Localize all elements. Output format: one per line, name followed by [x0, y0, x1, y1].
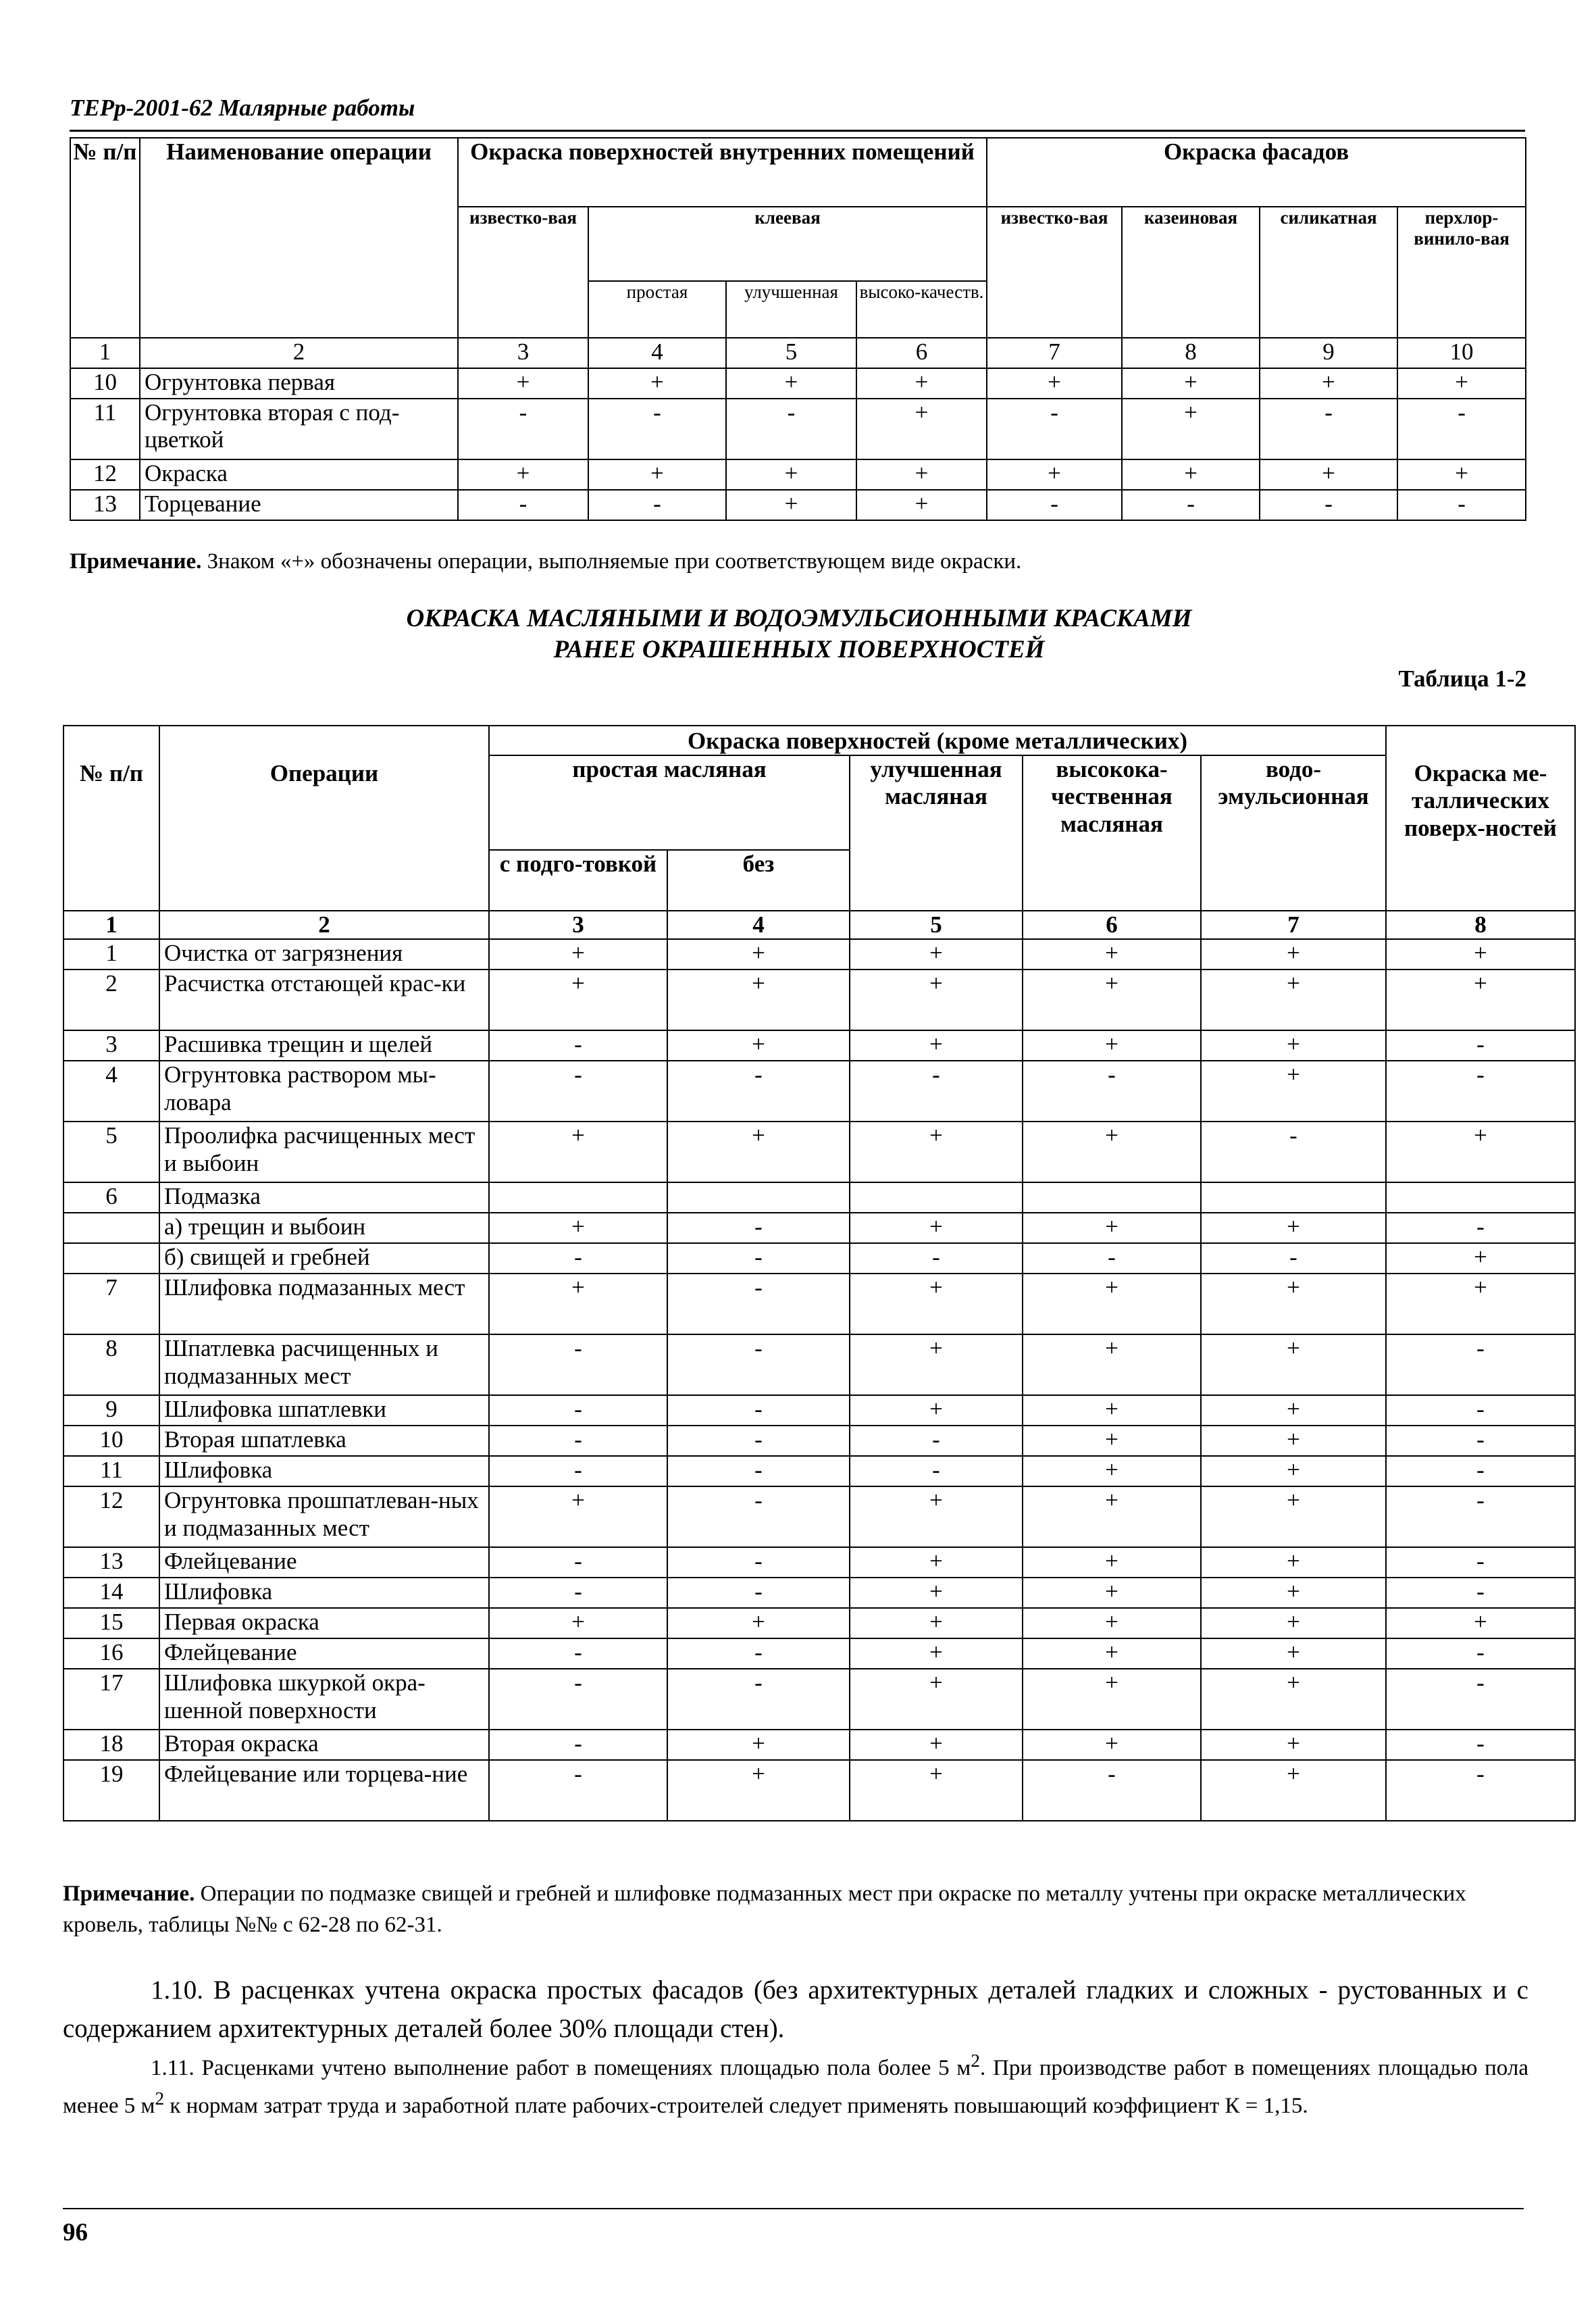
row-number: 9	[63, 1395, 159, 1426]
mark-cell: -	[1023, 1061, 1201, 1122]
mark-cell: -	[850, 1243, 1023, 1274]
paragraph-text: к нормам затрат труда и заработной плате рабочих-строителей следует применять повышающий коэффициент К = 1,15.	[164, 2093, 1308, 2118]
column-number: 10	[1397, 338, 1526, 368]
col-header-improved-oil: улучшенная масляная	[850, 755, 1023, 911]
mark-cell: -	[1260, 399, 1397, 459]
row-number: 13	[63, 1547, 159, 1578]
mark-cell: -	[489, 1030, 667, 1061]
mark-cell: -	[1386, 1456, 1575, 1486]
table-row	[63, 1608, 1575, 1638]
table-row	[63, 1061, 1575, 1122]
row-number: 15	[63, 1608, 159, 1638]
col-header-simple-oil: простая масляная	[489, 755, 850, 850]
table-row	[63, 1456, 1575, 1486]
table-row	[63, 939, 1575, 970]
mark-cell	[850, 1182, 1023, 1213]
mark-cell: +	[458, 368, 588, 399]
mark-cell: -	[489, 1669, 667, 1730]
mark-cell: +	[1023, 1578, 1201, 1608]
mark-cell: -	[1397, 399, 1526, 459]
col-header-without-prep: без	[667, 850, 850, 911]
mark-cell: -	[1386, 1395, 1575, 1426]
paragraph-text: 1.11. Расценками учтено выполнение работ в помещениях площадью пола более 5 м	[151, 2056, 971, 2080]
section-title	[70, 603, 1528, 666]
mark-cell: +	[850, 1213, 1023, 1243]
col-header-num: № п/п	[63, 726, 159, 911]
col-header-improved: улучшенная	[726, 281, 856, 338]
mark-cell: +	[667, 1730, 850, 1760]
mark-cell: +	[489, 1213, 667, 1243]
table-row	[63, 970, 1575, 1030]
column-number: 1	[63, 911, 159, 939]
table-row	[63, 1334, 1575, 1395]
column-number: 8	[1122, 338, 1260, 368]
mark-cell: -	[489, 1638, 667, 1669]
table-row	[63, 1426, 1575, 1456]
mark-cell: +	[667, 1030, 850, 1061]
row-number	[63, 1213, 159, 1243]
operation-name: Огрунтовка прошпатлеван-ных и подмазанных мест	[159, 1486, 489, 1547]
mark-cell: -	[667, 1061, 850, 1122]
mark-cell: +	[1023, 1547, 1201, 1578]
operation-name: Вторая шпатлевка	[159, 1426, 489, 1456]
row-number: 11	[63, 1456, 159, 1486]
mark-cell: +	[1023, 1395, 1201, 1426]
mark-cell: -	[850, 1061, 1023, 1122]
row-number: 8	[63, 1334, 159, 1395]
operation-name: Шлифовка шпатлевки	[159, 1395, 489, 1426]
operations-table-2	[63, 725, 1576, 1821]
group-header-internal: Окраска поверхностей внутренних помещений	[458, 138, 987, 207]
mark-cell: -	[1386, 1486, 1575, 1547]
mark-cell: -	[1386, 1334, 1575, 1395]
table-row	[63, 1182, 1575, 1213]
mark-cell: +	[850, 939, 1023, 970]
note-text: Операции по подмазке свищей и гребней и шлифовке подмазанных мест при окраске по металлу учтены при окраске металлических кровель, таблицы №№ с 62-28 по 62-31.	[63, 1882, 1466, 1938]
mark-cell: +	[726, 368, 856, 399]
col-header-num: № п/п	[70, 138, 140, 338]
row-number: 17	[63, 1669, 159, 1730]
mark-cell: +	[850, 1760, 1023, 1821]
row-number: 16	[63, 1638, 159, 1669]
mark-cell: -	[850, 1456, 1023, 1486]
mark-cell: +	[1201, 1578, 1386, 1608]
operation-name: Подмазка	[159, 1182, 489, 1213]
mark-cell: +	[850, 970, 1023, 1030]
mark-cell: -	[1201, 1243, 1386, 1274]
mark-cell: +	[667, 970, 850, 1030]
mark-cell: +	[1023, 1426, 1201, 1456]
mark-cell: +	[850, 1669, 1023, 1730]
header-divider	[70, 130, 1525, 132]
column-number: 8	[1386, 911, 1575, 939]
note-text: Знаком «+» обозначены операции, выполняемые при соответствующем виде окраски.	[201, 549, 1022, 574]
operation-name: Шлифовка подмазанных мест	[159, 1274, 489, 1334]
mark-cell	[1386, 1182, 1575, 1213]
mark-cell: +	[1023, 1456, 1201, 1486]
note-label: Примечание.	[70, 549, 202, 574]
mark-cell: +	[1386, 970, 1575, 1030]
mark-cell: +	[850, 1030, 1023, 1061]
mark-cell: -	[726, 399, 856, 459]
mark-cell: +	[1201, 1395, 1386, 1426]
mark-cell: +	[489, 1608, 667, 1638]
row-number: 11	[70, 399, 140, 459]
operation-name: Флейцевание или торцева-ние	[159, 1760, 489, 1821]
mark-cell: -	[588, 490, 726, 520]
mark-cell: +	[1122, 399, 1260, 459]
mark-cell: +	[1260, 459, 1397, 490]
table-2-label: Таблица 1-2	[1398, 665, 1526, 692]
mark-cell: +	[489, 970, 667, 1030]
operation-name: Очистка от загрязнения	[159, 939, 489, 970]
col-header-perchlor: перхлор-винило-вая	[1397, 207, 1526, 338]
mark-cell: +	[856, 399, 987, 459]
operation-name: Шлифовка	[159, 1456, 489, 1486]
mark-cell: +	[1201, 1456, 1386, 1486]
column-number: 5	[726, 338, 856, 368]
table-row	[63, 1578, 1575, 1608]
mark-cell: -	[489, 1760, 667, 1821]
mark-cell: +	[1122, 368, 1260, 399]
mark-cell: -	[489, 1456, 667, 1486]
mark-cell: +	[489, 1122, 667, 1182]
col-header-water-emulsion: водо-эмульсионная	[1201, 755, 1386, 911]
mark-cell: +	[1397, 368, 1526, 399]
operation-name: Первая окраска	[159, 1608, 489, 1638]
operation-name: Шлифовка	[159, 1578, 489, 1608]
mark-cell: +	[726, 459, 856, 490]
mark-cell: -	[1386, 1547, 1575, 1578]
mark-cell: +	[667, 1760, 850, 1821]
column-number: 4	[588, 338, 726, 368]
table-row	[63, 1730, 1575, 1760]
table-row	[63, 1274, 1575, 1334]
column-number: 3	[489, 911, 667, 939]
operation-name: Флейцевание	[159, 1547, 489, 1578]
table-row	[63, 1638, 1575, 1669]
row-number: 12	[63, 1486, 159, 1547]
col-header-high-quality-oil: высокока-чественная масляная	[1023, 755, 1201, 911]
mark-cell: -	[489, 1578, 667, 1608]
row-number: 1	[63, 939, 159, 970]
mark-cell: -	[489, 1547, 667, 1578]
operations-table-1	[70, 137, 1526, 521]
superscript: 2	[971, 2050, 981, 2071]
mark-cell: +	[1201, 1547, 1386, 1578]
row-number: 7	[63, 1274, 159, 1334]
operation-name: б) свищей и гребней	[159, 1243, 489, 1274]
mark-cell: +	[667, 939, 850, 970]
mark-cell: +	[1023, 1274, 1201, 1334]
col-header-glue: клеевая	[588, 207, 987, 281]
mark-cell: +	[667, 1608, 850, 1638]
mark-cell: -	[1023, 1760, 1201, 1821]
table-2-note	[63, 1878, 1528, 1940]
col-header-facade-lime: известко-вая	[987, 207, 1122, 338]
mark-cell: -	[489, 1061, 667, 1122]
operation-name: Торцевание	[140, 490, 458, 520]
document-header: ТЕРр-2001-62 Малярные работы	[70, 95, 415, 121]
table-row	[63, 1547, 1575, 1578]
mark-cell: +	[850, 1638, 1023, 1669]
mark-cell: +	[1201, 1030, 1386, 1061]
mark-cell: +	[1122, 459, 1260, 490]
column-number: 2	[140, 338, 458, 368]
mark-cell: -	[850, 1426, 1023, 1456]
mark-cell: +	[489, 1274, 667, 1334]
column-number: 6	[856, 338, 987, 368]
mark-cell: -	[489, 1334, 667, 1395]
operation-name: Расшивка трещин и щелей	[159, 1030, 489, 1061]
table-row	[70, 459, 1526, 490]
table-1-note	[70, 546, 1528, 577]
table-row	[63, 1243, 1575, 1274]
mark-cell: -	[1023, 1243, 1201, 1274]
mark-cell: +	[1386, 939, 1575, 970]
mark-cell: -	[1386, 1730, 1575, 1760]
table-row	[63, 1213, 1575, 1243]
row-number: 19	[63, 1760, 159, 1821]
mark-cell: -	[1386, 1061, 1575, 1122]
mark-cell: -	[1386, 1426, 1575, 1456]
col-header-metal: Окраска ме-таллических поверх-ностей	[1386, 726, 1575, 911]
column-number: 7	[1201, 911, 1386, 939]
operation-name: Шлифовка шкуркой окра-шенной поверхности	[159, 1669, 489, 1730]
mark-cell	[1201, 1182, 1386, 1213]
mark-cell: -	[489, 1730, 667, 1760]
mark-cell: +	[850, 1395, 1023, 1426]
operation-name: Огрунтовка первая	[140, 368, 458, 399]
table-row	[70, 399, 1526, 459]
mark-cell: +	[1023, 1638, 1201, 1669]
mark-cell: -	[667, 1547, 850, 1578]
note-label: Примечание.	[63, 1882, 195, 1906]
mark-cell: +	[1201, 1061, 1386, 1122]
column-number: 1	[70, 338, 140, 368]
mark-cell: +	[1201, 1213, 1386, 1243]
mark-cell: +	[1023, 1486, 1201, 1547]
column-number: 3	[458, 338, 588, 368]
mark-cell: -	[1386, 1760, 1575, 1821]
mark-cell: -	[667, 1426, 850, 1456]
mark-cell: +	[1023, 1030, 1201, 1061]
col-header-high-quality: высоко-качеств.	[856, 281, 987, 338]
mark-cell	[1023, 1182, 1201, 1213]
mark-cell: +	[489, 939, 667, 970]
mark-cell: -	[1386, 1213, 1575, 1243]
mark-cell: +	[850, 1608, 1023, 1638]
mark-cell: +	[850, 1334, 1023, 1395]
row-number: 13	[70, 490, 140, 520]
mark-cell: -	[1386, 1638, 1575, 1669]
paragraph-text: . При производстве работ в помещениях площадью пола менее 5 м	[63, 2056, 1528, 2118]
mark-cell: +	[726, 490, 856, 520]
table-row	[70, 368, 1526, 399]
mark-cell: +	[1023, 1122, 1201, 1182]
mark-cell: -	[667, 1669, 850, 1730]
mark-cell: +	[1201, 1760, 1386, 1821]
row-number: 14	[63, 1578, 159, 1608]
row-number: 10	[63, 1426, 159, 1456]
operation-name: а) трещин и выбоин	[159, 1213, 489, 1243]
mark-cell: -	[667, 1456, 850, 1486]
mark-cell: -	[1260, 490, 1397, 520]
row-number: 5	[63, 1122, 159, 1182]
mark-cell: +	[1260, 368, 1397, 399]
mark-cell: +	[850, 1274, 1023, 1334]
mark-cell: -	[667, 1638, 850, 1669]
mark-cell: +	[1386, 1608, 1575, 1638]
mark-cell: +	[1201, 939, 1386, 970]
col-header-with-prep: с подго-товкой	[489, 850, 667, 911]
row-number: 18	[63, 1730, 159, 1760]
operation-name: Шпатлевка расчищенных и подмазанных мест	[159, 1334, 489, 1395]
mark-cell: -	[1397, 490, 1526, 520]
mark-cell: +	[856, 490, 987, 520]
mark-cell: +	[667, 1122, 850, 1182]
paragraph-1-10: 1.10. В расценках учтена окраска простых фасадов (без архитектурных деталей гладких и сложных - рустованных и с содержанием архитектурных деталей более 30% площади стен).	[63, 1976, 1528, 2043]
col-header-casein: казеиновая	[1122, 207, 1260, 338]
mark-cell: +	[588, 368, 726, 399]
mark-cell: +	[1201, 1486, 1386, 1547]
mark-cell: -	[667, 1334, 850, 1395]
column-number: 7	[987, 338, 1122, 368]
mark-cell: +	[1201, 970, 1386, 1030]
mark-cell: +	[458, 459, 588, 490]
mark-cell: +	[1201, 1334, 1386, 1395]
operation-name: Окраска	[140, 459, 458, 490]
col-header-silicate: силикатная	[1260, 207, 1397, 338]
table-row	[70, 490, 1526, 520]
operation-name: Флейцевание	[159, 1638, 489, 1669]
mark-cell: -	[667, 1243, 850, 1274]
mark-cell: +	[1386, 1243, 1575, 1274]
mark-cell: -	[489, 1243, 667, 1274]
mark-cell: +	[1397, 459, 1526, 490]
row-number: 3	[63, 1030, 159, 1061]
section-title-line-2: РАНЕЕ ОКРАШЕННЫХ ПОВЕРХНОСТЕЙ	[553, 636, 1045, 664]
mark-cell	[489, 1182, 667, 1213]
mark-cell: +	[856, 459, 987, 490]
mark-cell: +	[1023, 1669, 1201, 1730]
paragraph-1-11	[63, 2047, 1528, 2123]
mark-cell: +	[489, 1486, 667, 1547]
operation-name: Огрунтовка раствором мы-ловара	[159, 1061, 489, 1122]
row-number: 2	[63, 970, 159, 1030]
table-row	[63, 1395, 1575, 1426]
row-number: 10	[70, 368, 140, 399]
mark-cell: +	[1023, 1213, 1201, 1243]
mark-cell	[667, 1182, 850, 1213]
mark-cell: +	[850, 1122, 1023, 1182]
col-header-operation: Наименование операции	[140, 138, 458, 338]
operation-name: Вторая окраска	[159, 1730, 489, 1760]
mark-cell: -	[1386, 1578, 1575, 1608]
mark-cell: -	[667, 1486, 850, 1547]
row-number: 12	[70, 459, 140, 490]
table-row	[63, 1486, 1575, 1547]
col-header-lime: известко-вая	[458, 207, 588, 338]
operation-name: Огрунтовка вторая с под-цветкой	[140, 399, 458, 459]
operation-name: Проолифка расчищенных мест и выбоин	[159, 1122, 489, 1182]
mark-cell: +	[850, 1547, 1023, 1578]
col-header-operations: Операции	[159, 726, 489, 911]
section-title-line-1: ОКРАСКА МАСЛЯНЫМИ И ВОДОЭМУЛЬСИОННЫМИ КРАСКАМИ	[406, 605, 1192, 632]
mark-cell: +	[850, 1578, 1023, 1608]
mark-cell: -	[588, 399, 726, 459]
mark-cell: +	[987, 459, 1122, 490]
mark-cell: +	[1201, 1669, 1386, 1730]
mark-cell: +	[1201, 1608, 1386, 1638]
mark-cell: -	[458, 490, 588, 520]
mark-cell: +	[1386, 1122, 1575, 1182]
column-number: 2	[159, 911, 489, 939]
mark-cell: +	[850, 1486, 1023, 1547]
mark-cell: +	[1386, 1274, 1575, 1334]
mark-cell: -	[987, 399, 1122, 459]
mark-cell: -	[1386, 1669, 1575, 1730]
mark-cell: -	[458, 399, 588, 459]
mark-cell: +	[588, 459, 726, 490]
mark-cell: +	[856, 368, 987, 399]
table-row	[63, 1760, 1575, 1821]
group-header-facades: Окраска фасадов	[987, 138, 1526, 207]
operation-name: Расчистка отстающей крас-ки	[159, 970, 489, 1030]
mark-cell: +	[1023, 970, 1201, 1030]
mark-cell: +	[850, 1730, 1023, 1760]
mark-cell: +	[1201, 1730, 1386, 1760]
col-header-simple: простая	[588, 281, 726, 338]
mark-cell: +	[1201, 1274, 1386, 1334]
page-number: 96	[63, 2219, 88, 2246]
mark-cell: +	[1023, 939, 1201, 970]
mark-cell: -	[987, 490, 1122, 520]
table-row	[63, 1122, 1575, 1182]
mark-cell: -	[667, 1274, 850, 1334]
mark-cell: +	[1023, 1730, 1201, 1760]
mark-cell: -	[1201, 1122, 1386, 1182]
mark-cell: -	[667, 1578, 850, 1608]
mark-cell: +	[987, 368, 1122, 399]
column-number: 4	[667, 911, 850, 939]
mark-cell: +	[1201, 1638, 1386, 1669]
column-number: 9	[1260, 338, 1397, 368]
mark-cell: -	[489, 1395, 667, 1426]
footer-divider	[63, 2208, 1524, 2209]
superscript: 2	[155, 2087, 165, 2109]
table-row	[63, 1669, 1575, 1730]
mark-cell: +	[1201, 1426, 1386, 1456]
mark-cell: -	[1386, 1030, 1575, 1061]
mark-cell: -	[1122, 490, 1260, 520]
mark-cell: +	[1023, 1334, 1201, 1395]
row-number	[63, 1243, 159, 1274]
mark-cell: -	[489, 1426, 667, 1456]
row-number: 6	[63, 1182, 159, 1213]
table-row	[63, 1030, 1575, 1061]
mark-cell: +	[1023, 1608, 1201, 1638]
column-number: 6	[1023, 911, 1201, 939]
mark-cell: -	[667, 1213, 850, 1243]
group-header-non-metal: Окраска поверхностей (кроме металлических)	[489, 726, 1386, 755]
column-number: 5	[850, 911, 1023, 939]
row-number: 4	[63, 1061, 159, 1122]
mark-cell: -	[667, 1395, 850, 1426]
